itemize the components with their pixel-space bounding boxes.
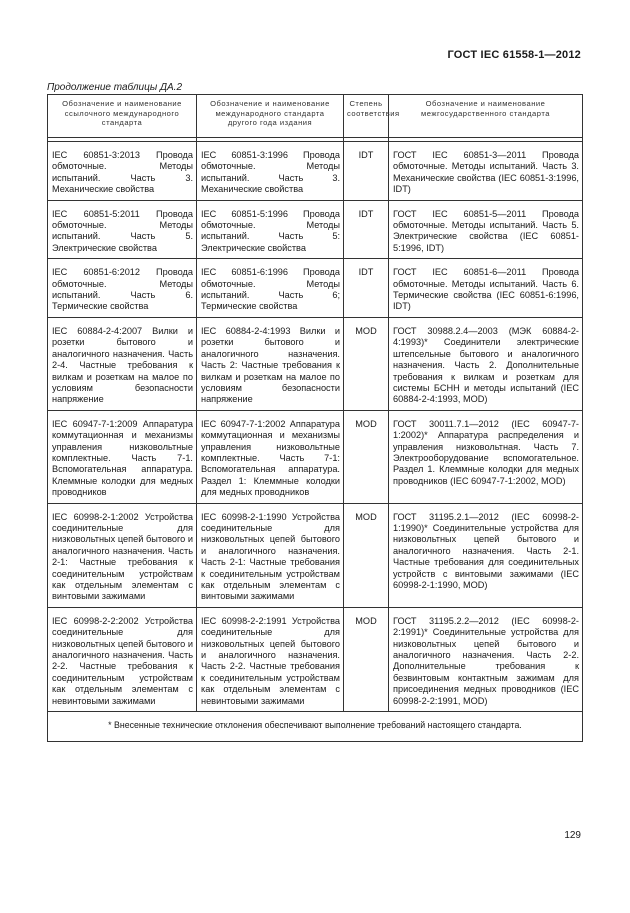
cell-other: IEC 60998-2-2:1991 Устройства соединительные для низковольтных цепей бытового и аналогичного назначения. Часть 2-2. Частные требования к соединительным устройствам как отдельным элементам с невинтовыми зажимами bbox=[197, 607, 344, 711]
col-header-other: Обозначение и наименование международного стандарта другого года издания bbox=[197, 95, 344, 138]
cell-ref: IEC 60851-3:2013 Провода обмоточные. Методы испытаний. Часть 3. Механические свойства bbox=[48, 142, 197, 201]
cell-degree: MOD bbox=[344, 410, 389, 503]
cell-ref: IEC 60998-2-2:2002 Устройства соединительные для низковольтных цепей бытового и аналогичного назначения. Часть 2-2. Частные требования к соединительным устройствам как отдельным элементам с невинтовыми зажимами bbox=[48, 607, 197, 711]
cell-gost: ГОСТ IEC 60851-6—2011 Провода обмоточные. Методы испытаний. Часть 6. Термические свойства (IEC 60851-6:1996, IDT) bbox=[389, 259, 583, 318]
cell-degree: IDT bbox=[344, 259, 389, 318]
col-header-degree: Степень соответствия bbox=[344, 95, 389, 138]
cell-degree: MOD bbox=[344, 317, 389, 410]
cell-ref: IEC 60884-2-4:2007 Вилки и розетки бытового и аналогичного назначения. Часть 2-4. Частные требования к вилкам и розеткам на малое по условиям безопасности напряжение bbox=[48, 317, 197, 410]
cell-ref: IEC 60851-6:2012 Провода обмоточные. Методы испытаний. Часть 6. Термические свойства bbox=[48, 259, 197, 318]
cell-gost: ГОСТ IEC 60851-5—2011 Провода обмоточные. Методы испытаний. Часть 5. Электрические свойства (IEC 60851-5:1996, IDT) bbox=[389, 200, 583, 259]
col-header-ref: Обозначение и наименование ссылочного международного стандарта bbox=[48, 95, 197, 138]
footnote-row bbox=[48, 712, 583, 742]
table-row bbox=[48, 317, 583, 410]
page-number: 129 bbox=[564, 830, 581, 841]
cell-ref: IEC 60851-5:2011 Провода обмоточные. Методы испытаний. Часть 5. Электрические свойства bbox=[48, 200, 197, 259]
document-code: ГОСТ IEC 61558-1—2012 bbox=[447, 49, 581, 61]
col-header-gost: Обозначение и наименование межгосударственного стандарта bbox=[389, 95, 583, 138]
cell-gost: ГОСТ 30011.7.1—2012 (IEC 60947-7-1:2002)* Аппаратура распределения и управления низковольтная. Часть 7. Электрооборудование вспомогательное. Раздел 1. Клеммные колодки для медных проводников (IEC 60947-7-1:2002, MOD) bbox=[389, 410, 583, 503]
table-row bbox=[48, 607, 583, 711]
standards-table bbox=[47, 94, 583, 742]
cell-degree: MOD bbox=[344, 503, 389, 607]
cell-degree: MOD bbox=[344, 607, 389, 711]
cell-other: IEC 60947-7-1:2002 Аппаратура коммутационная и механизмы управления низковольтные комплектные. Часть 7-1: Вспомогательная аппаратура. Раздел 1: Клеммные колодки для медных проводников bbox=[197, 410, 344, 503]
table-header-row bbox=[48, 95, 583, 138]
table-row bbox=[48, 259, 583, 318]
cell-gost: ГОСТ 30988.2.4—2003 (МЭК 60884-2-4:1993)* Соединители электрические штепсельные бытового и аналогичного назначения. Часть 2. Дополнительные требования к вилкам и розеткам для системы БСНН и методы испытаний (IEC 60884-2-4:1993, MOD) bbox=[389, 317, 583, 410]
cell-degree: IDT bbox=[344, 142, 389, 201]
table-row bbox=[48, 200, 583, 259]
table-row bbox=[48, 410, 583, 503]
cell-other: IEC 60851-6:1996 Провода обмоточные. Методы испытаний. Часть 6; Термические свойства bbox=[197, 259, 344, 318]
cell-gost: ГОСТ IEC 60851-3—2011 Провода обмоточные. Методы испытаний. Часть 3. Механические свойства (IEC 60851-3:1996, IDT) bbox=[389, 142, 583, 201]
table-footnote: * Внесенные технические отклонения обеспечивают выполнение требований настоящего стандарта. bbox=[48, 712, 583, 742]
table-caption: Продолжение таблицы ДА.2 bbox=[47, 82, 183, 93]
cell-other: IEC 60998-2-1:1990 Устройства соединительные для низковольтных цепей бытового и аналогичного назначения. Часть 2-1: Частные требования к соединительным устройствам как отдельным элементам с винтовыми зажимами bbox=[197, 503, 344, 607]
cell-ref: IEC 60998-2-1:2002 Устройства соединительные для низковольтных цепей бытового и аналогичного назначения. Часть 2-1: Частные требования к соединительным устройствам как отдельным элементам с винтовыми зажимами bbox=[48, 503, 197, 607]
cell-degree: IDT bbox=[344, 200, 389, 259]
cell-ref: IEC 60947-7-1:2009 Аппаратура коммутационная и механизмы управления низковольтные комплектные. Часть 7-1. Вспомогательная аппаратура. Клеммные колодки для медных проводников bbox=[48, 410, 197, 503]
table-row bbox=[48, 503, 583, 607]
table-row bbox=[48, 142, 583, 201]
cell-gost: ГОСТ 31195.2.1—2012 (IEC 60998-2-1:1990)* Соединительные устройства для низковольтных цепей бытового и аналогичного назначения. Часть 2-1. Частные требования для соединительных устройств с винтовыми зажимами (IEC 60998-2-1:1990, MOD) bbox=[389, 503, 583, 607]
cell-other: IEC 60884-2-4:1993 Вилки и розетки бытового и аналогичного назначения. Часть 2: Частные требования к вилкам и розеткам на малое по условиям безопасности напряжение bbox=[197, 317, 344, 410]
cell-gost: ГОСТ 31195.2.2—2012 (IEC 60998-2-2:1991)* Соединительные устройства для низковольтных цепей бытового и аналогичного назначения. Часть 2-2. Дополнительные требования к безвинтовым контактным зажимам для присоединения медных проводников (IEC 60998-2-2:1991, MOD) bbox=[389, 607, 583, 711]
cell-other: IEC 60851-5:1996 Провода обмоточные. Методы испытаний. Часть 5: Электрические свойства bbox=[197, 200, 344, 259]
cell-other: IEC 60851-3:1996 Провода обмоточные. Методы испытаний. Часть 3. Механические свойства bbox=[197, 142, 344, 201]
